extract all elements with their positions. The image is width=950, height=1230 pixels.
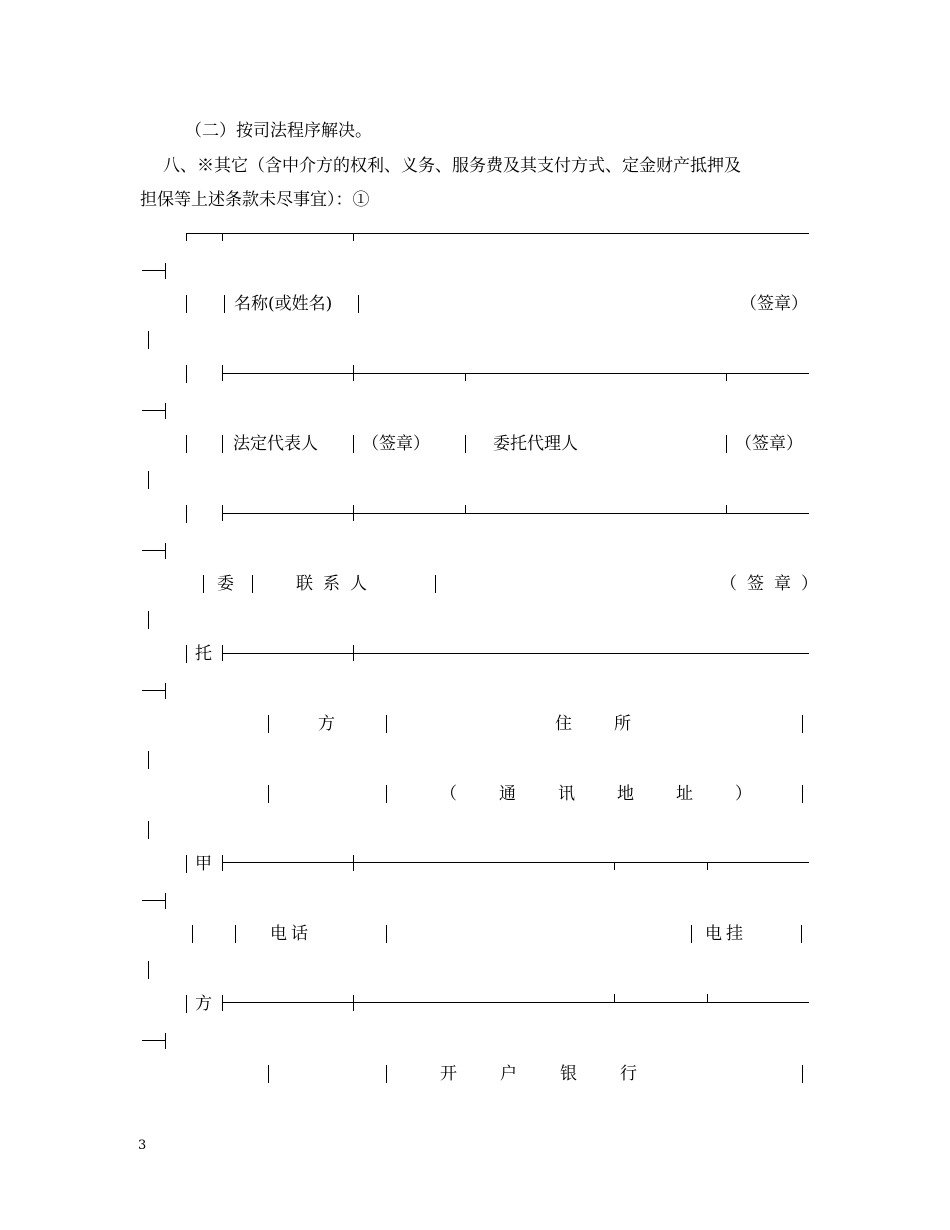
- bank-label: 开户银行: [440, 1064, 680, 1084]
- table-tick: [222, 855, 223, 871]
- table-tick: [614, 994, 615, 1002]
- table-bar: [203, 575, 204, 593]
- table-tick: [222, 233, 223, 241]
- table-bar: [802, 715, 803, 733]
- table-bar: [386, 925, 387, 943]
- table-tick: [222, 995, 223, 1011]
- mailing-address-label: （通讯地址）: [440, 784, 794, 804]
- table-tick: [726, 373, 727, 381]
- table-bar: [802, 1065, 803, 1083]
- table-tick: [353, 995, 354, 1011]
- table-tick: [165, 683, 166, 699]
- paragraph-other-line2: 担保等上述条款未尽事宜）：①: [140, 190, 370, 210]
- table-bar: [224, 295, 225, 313]
- seal-label: （签章）: [740, 294, 808, 314]
- principal-side-char-tuo: 托: [195, 644, 212, 664]
- name-label: 名称(或姓名): [234, 294, 333, 314]
- table-bar: [186, 365, 187, 383]
- table-rule: [222, 653, 809, 654]
- principal-side-char-fang: 方: [318, 714, 335, 734]
- seal-label: （签章）: [362, 434, 430, 454]
- table-tick: [465, 505, 466, 513]
- table-tick: [353, 855, 354, 871]
- table-rule-overflow: [142, 690, 166, 691]
- table-tick: [614, 862, 615, 870]
- table-tick: [726, 505, 727, 513]
- address-label: 住所: [555, 714, 673, 734]
- table-bar-overflow: [148, 961, 149, 979]
- table-tick: [165, 403, 166, 419]
- page-number: 3: [138, 1138, 147, 1153]
- table-bar: [268, 1065, 269, 1083]
- table-tick: [465, 373, 466, 381]
- table-bar-overflow: [148, 611, 149, 629]
- table-tick: [353, 365, 354, 381]
- table-tick: [186, 233, 187, 241]
- table-rule-overflow: [142, 900, 166, 901]
- table-bar: [358, 295, 359, 313]
- table-bar: [726, 435, 727, 453]
- table-tick: [165, 263, 166, 279]
- table-tick: [353, 233, 354, 241]
- telegraph-address-label: 电挂: [705, 924, 747, 944]
- paragraph-dispute-judicial: （二）按司法程序解决。: [185, 121, 372, 141]
- table-bar: [268, 715, 269, 733]
- table-bar: [192, 925, 193, 943]
- table-bar: [252, 575, 253, 593]
- seal-label: （签章）: [720, 574, 828, 594]
- authorized-agent-label: 委托代理人: [493, 434, 578, 454]
- table-bar: [801, 925, 802, 943]
- party-a-char-fang: 方: [195, 994, 212, 1014]
- table-bar: [235, 925, 236, 943]
- table-rule: [222, 513, 809, 514]
- table-bar: [186, 995, 187, 1013]
- table-bar-overflow: [148, 751, 149, 769]
- table-bar: [353, 435, 354, 453]
- table-bar: [186, 435, 187, 453]
- table-bar: [435, 575, 436, 593]
- table-bar: [222, 435, 223, 453]
- table-bar-overflow: [148, 821, 149, 839]
- table-rule-overflow: [142, 550, 166, 551]
- table-rule: [222, 862, 809, 863]
- table-rule-overflow: [142, 410, 166, 411]
- table-rule-overflow: [142, 270, 166, 271]
- table-bar: [186, 295, 187, 313]
- table-bar: [386, 715, 387, 733]
- table-tick: [707, 994, 708, 1002]
- table-bar: [802, 785, 803, 803]
- table-bar: [691, 925, 692, 943]
- seal-label: （签章）: [735, 434, 803, 454]
- paragraph-other-line1: 八、※其它（含中介方的权利、义务、服务费及其支付方式、定金财产抵押及: [163, 156, 741, 176]
- table-rule: [222, 1002, 809, 1003]
- contact-person-label: 联系人: [296, 574, 377, 594]
- table-bar: [465, 435, 466, 453]
- table-tick: [353, 505, 354, 521]
- table-bar-overflow: [148, 471, 149, 489]
- table-tick: [222, 365, 223, 381]
- table-tick: [165, 1033, 166, 1049]
- principal-side-char-wei: 委: [217, 574, 234, 594]
- table-rule: [186, 233, 809, 234]
- table-tick: [353, 645, 354, 661]
- telephone-label: 电话: [270, 924, 312, 944]
- table-tick: [707, 862, 708, 870]
- table-bar-overflow: [148, 331, 149, 349]
- table-bar: [186, 505, 187, 523]
- party-a-char-jia: 甲: [195, 854, 212, 874]
- table-tick: [222, 505, 223, 521]
- legal-representative-label: 法定代表人: [233, 434, 318, 454]
- table-bar: [268, 785, 269, 803]
- table-rule: [222, 373, 809, 374]
- table-bar: [386, 785, 387, 803]
- table-rule-overflow: [142, 1040, 166, 1041]
- table-tick: [222, 645, 223, 661]
- table-bar: [386, 1065, 387, 1083]
- table-bar: [186, 855, 187, 873]
- table-tick: [165, 543, 166, 559]
- table-bar: [186, 645, 187, 663]
- table-tick: [165, 893, 166, 909]
